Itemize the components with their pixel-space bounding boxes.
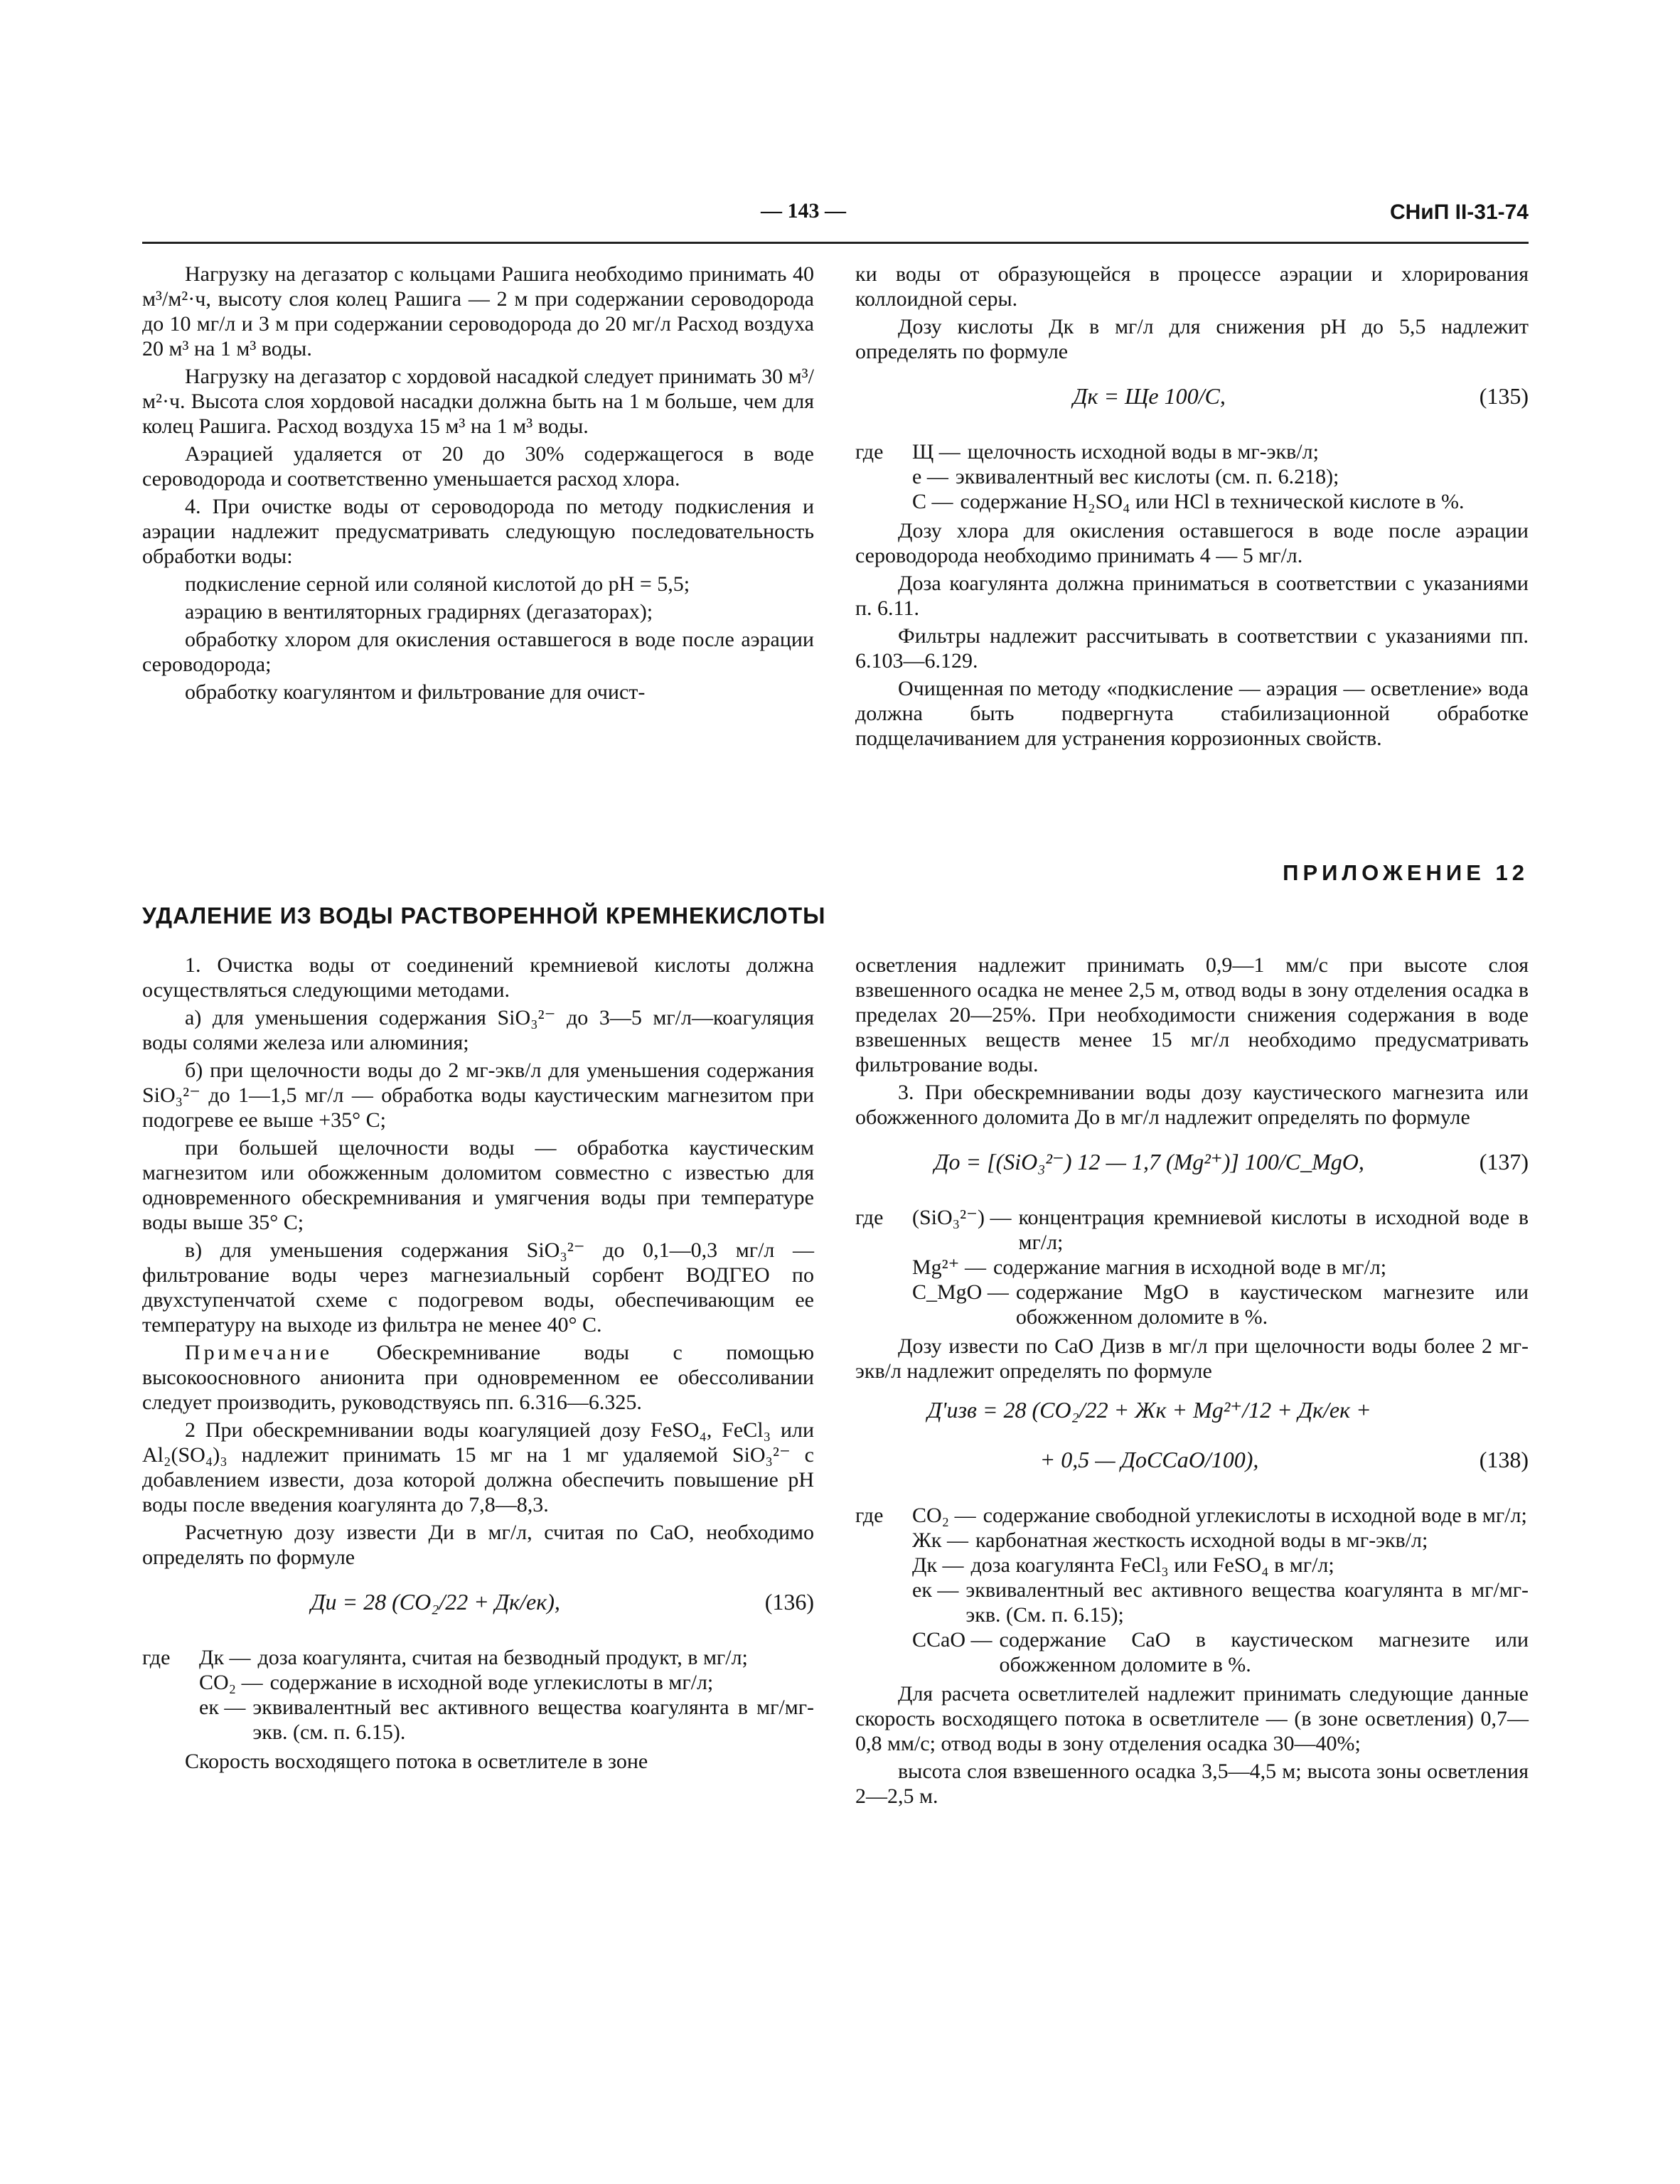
definition-row <box>855 1553 1529 1578</box>
bottom-left-column <box>142 953 814 1777</box>
definitions <box>855 439 1529 514</box>
paragraph: Очищенная по методу «подкисление — аэрация — осветление» вода должна быть подвергнута стабилизационной обработке подщелачиванием для устранения коррозионных свойств. <box>855 677 1529 750</box>
definition-term: Mg²⁺ — <box>912 1256 987 1279</box>
paragraph: высота слоя взвешенного осадка 3,5—4,5 м; высота зоны осветления 2—2,5 м. <box>855 1760 1529 1808</box>
paragraph: Для расчета осветлителей надлежит принимать следующие данные скорость восходящего потока в осветлителе — (в зоне осветления) 0,7—0,8 мм/с; отвод воды в зону отделения осадка 30—40%; <box>855 1682 1529 1755</box>
definition-term: Дк — <box>912 1553 964 1577</box>
definition-text: содержание СаО в каустическом магнезите или обожженном доломите в %. <box>999 1628 1529 1676</box>
definitions <box>142 1645 814 1745</box>
definition-row <box>855 1503 1529 1528</box>
definition-text: эквивалентный вес кислоты (см. п. 6.218); <box>955 465 1339 488</box>
where-label: где <box>142 1646 171 1669</box>
paragraph: б) при щелочности воды до 2 мг-экв/л для уменьшения содержания SiO₃²⁻ до 1—1,5 мг/л — обработка воды каустическим магнезитом при подогреве ее выше +35° С; <box>142 1059 814 1132</box>
paragraph: 1. Очистка воды от соединений кремниевой кислоты должна осуществляться следующими методами. <box>142 953 814 1002</box>
paragraph: в) для уменьшения содержания SiO₃²⁻ до 0,1—0,3 мг/л — фильтрование воды через магнезиальный сорбент ВОДГЕО по двухступенчатой схеме с подогревом воды, обеспечивающим ее температуру на выходе из фильтра не менее 40° С. <box>142 1238 814 1337</box>
top-right-column <box>855 262 1529 754</box>
top-left-column <box>142 262 814 707</box>
formula-number: (138) <box>1479 1447 1529 1472</box>
bottom-right-column <box>855 953 1529 1811</box>
paragraph: Доза коагулянта должна приниматься в соответствии с указаниями п. 6.11. <box>855 572 1529 620</box>
formula-137 <box>855 1140 1529 1195</box>
definition-row <box>855 1578 1529 1627</box>
paragraph: аэрацию в вентиляторных градирнях (дегазаторах); <box>185 600 653 623</box>
formula-138 <box>855 1393 1529 1493</box>
definitions <box>855 1205 1529 1329</box>
definition-term: CO₂ — <box>199 1671 263 1694</box>
paragraph: при большей щелочности воды — обработка каустическим магнезитом или обожженным доломитом совместно с известью для одновременного обескремнивания и умягчения воды при температуре воды выше 35° С; <box>142 1136 814 1234</box>
paragraph: Нагрузку на дегазатор с хордовой насадкой следует принимать 30 м³/м²·ч. Высота слоя хордовой насадки должна быть на 1 м больше, чем для колец Рашига. Расход воздуха 15 м³ на 1 м³ воды. <box>142 365 814 438</box>
definition-text: концентрация кремниевой кислоты в исходной воде в мг/л; <box>1018 1206 1529 1254</box>
definition-text: доза коагулянта, считая на безводный продукт, в мг/л; <box>257 1646 748 1669</box>
definition-text: доза коагулянта FeCl₃ или FeSO₄ в мг/л; <box>970 1553 1334 1577</box>
definition-text: щелочность исходной воды в мг-экв/л; <box>967 440 1319 464</box>
paragraph: 4. При очистке воды от сероводорода по методу подкисления и аэрации надлежит предусматривать следующую последовательность обработки воды: <box>142 495 814 568</box>
definition-term: Дк — <box>199 1646 251 1669</box>
definition-term: Щ — <box>912 440 961 464</box>
definition-row <box>855 1280 1529 1329</box>
paragraph: Нагрузку на дегазатор с кольцами Рашига необходимо принимать 40 м³/м²·ч, высоту слоя колец Рашига — 2 м при содержании сероводорода до 10 мг/л и 3 м при содержании сероводорода до 20 мг/л Расход воздуха 20 м³ на 1 м³ воды. <box>142 262 814 360</box>
paragraph: 3. При обескремнивании воды дозу каустического магнезита или обожженного доломита До в мг/л надлежит определять по формуле <box>855 1081 1529 1129</box>
definition-text: содержание H₂SO₄ или HCl в технической кислоте в %. <box>960 490 1465 513</box>
paragraph: Дозу хлора для окисления оставшегося в воде после аэрации сероводорода необходимо принимать 4 — 5 мг/л. <box>855 519 1529 567</box>
definition-term: Жк — <box>912 1529 968 1552</box>
definition-text: эквивалентный вес активного вещества коагулянта в мг/мг-экв. (см. п. 6.15). <box>252 1696 814 1744</box>
definition-row <box>855 464 1529 489</box>
paragraph: подкисление серной или соляной кислотой до pH = 5,5; <box>185 572 690 596</box>
formula-expression: Дк = Ще 100/C, <box>1073 383 1226 409</box>
definition-row <box>855 1255 1529 1280</box>
paragraph: осветления надлежит принимать 0,9—1 мм/с при высоте слоя взвешенного осадка не менее 2,5 м, отвод воды в зону отделения осадка в пределах 20—25%. При необходимости снижения содержания в воде взвешенных веществ менее 15 мг/л необходимо предусматривать фильтрование воды. <box>855 953 1529 1076</box>
formula-number: (137) <box>1479 1149 1529 1174</box>
paragraph: Фильтры надлежит рассчитывать в соответствии с указаниями пп. 6.103—6.129. <box>855 624 1529 673</box>
where-label: где <box>855 440 884 464</box>
definition-text: содержание в исходной воде углекислоты в мг/л; <box>269 1671 714 1694</box>
definition-row <box>855 1627 1529 1677</box>
note <box>142 1340 814 1415</box>
definition-term: ек — <box>912 1578 959 1602</box>
where-label: где <box>855 1504 884 1527</box>
definition-row <box>855 1205 1529 1255</box>
document-code: СНиП II-31-74 <box>1389 200 1529 224</box>
definition-term: е — <box>912 465 948 488</box>
definition-text: карбонатная жесткость исходной воды в мг-экв/л; <box>975 1529 1428 1552</box>
formula-expression: Ди = 28 (CO₂/22 + Дк/ек), <box>311 1589 560 1615</box>
formula-expression: Д'изв = 28 (CO₂/22 + Жк + Mg²⁺/12 + Дк/ек + <box>927 1397 1371 1423</box>
formula-expression: До = [(SiO₃²⁻) 12 — 1,7 (Mg²⁺)] 100/C_MgO, <box>934 1149 1364 1174</box>
definition-term: CCaO — <box>912 1628 993 1652</box>
definition-term: CO₂ — <box>912 1504 976 1527</box>
paragraph: обработку хлором для окисления оставшегося в воде после аэрации сероводорода; <box>142 628 814 676</box>
paragraph: ки воды от образующейся в процессе аэрации и хлорирования коллоидной серы. <box>855 262 1529 311</box>
definition-row <box>855 439 1529 464</box>
formula-number: (135) <box>1479 383 1529 409</box>
formula-136 <box>142 1580 814 1635</box>
paragraph: Расчетную дозу извести Ди в мг/л, считая по СаО, необходимо определять по формуле <box>142 1521 814 1569</box>
definition-row <box>142 1645 814 1670</box>
note-text: Обескремнивание воды с помощью высокоосновного анионита при одновременном ее обессоливании следует производить, руководствуясь пп. 6.316—6.325. <box>142 1341 814 1414</box>
paragraph: Скорость восходящего потока в осветлителе в зоне <box>185 1750 648 1773</box>
where-label: где <box>855 1206 884 1229</box>
definition-text: содержание свободной углекислоты в исходной воде в мг/л; <box>983 1504 1527 1527</box>
definition-text: эквивалентный вес активного вещества коагулянта в мг/мг-экв. (См. п. 6.15); <box>965 1578 1529 1627</box>
appendix-label: ПРИЛОЖЕНИЕ 12 <box>1283 860 1529 885</box>
formula-135 <box>855 374 1529 429</box>
definition-term: (SiO₃²⁻) — <box>912 1206 1012 1229</box>
definition-term: C — <box>912 490 953 513</box>
definitions <box>855 1503 1529 1677</box>
definition-text: содержание MgO в каустическом магнезите или обожженном доломите в %. <box>1015 1280 1529 1329</box>
definition-term: C_MgO — <box>912 1280 1009 1304</box>
page-number: — 143 — <box>761 199 846 223</box>
definition-row <box>855 1528 1529 1553</box>
paragraph: а) для уменьшения содержания SiO₃²⁻ до 3—5 мг/л—коагуляция воды солями железа или алюминия; <box>142 1006 814 1054</box>
definition-row <box>855 489 1529 514</box>
definition-row <box>142 1695 814 1745</box>
paragraph: Дозу кислоты Дк в мг/л для снижения pH до 5,5 надлежит определять по формуле <box>855 315 1529 363</box>
definition-text: содержание магния в исходной воде в мг/л; <box>993 1256 1387 1279</box>
definition-row <box>142 1670 814 1695</box>
definition-term: ек — <box>199 1696 246 1719</box>
formula-expression-continued: + 0,5 — ДоCCaO/100), <box>1039 1447 1259 1472</box>
formula-number: (136) <box>764 1589 814 1615</box>
header-rule <box>142 242 1529 244</box>
paragraph: обработку коагулянтом и фильтрование для очист- <box>185 680 646 704</box>
section-title: УДАЛЕНИЕ ИЗ ВОДЫ РАСТВОРЕННОЙ КРЕМНЕКИСЛОТЫ <box>142 903 826 928</box>
paragraph: 2 При обескремнивании воды коагуляцией дозу FeSO₄, FeCl₃ или Al₂(SO₄)₃ надлежит принимать 15 мг на 1 мг удаляемой SiO₃²⁻ с добавлением извести, доза которой должна обеспечить повышение pH воды после введения коагулянта до 7,8—8,3. <box>142 1418 814 1516</box>
paragraph: Аэрацией удаляется от 20 до 30% содержащегося в воде сероводорода и соответственно уменьшается расход хлора. <box>142 442 814 491</box>
note-label: Примечание <box>185 1341 333 1364</box>
paragraph: Дозу извести по СаО Дизв в мг/л при щелочности воды более 2 мг-экв/л надлежит определять по формуле <box>855 1334 1529 1383</box>
